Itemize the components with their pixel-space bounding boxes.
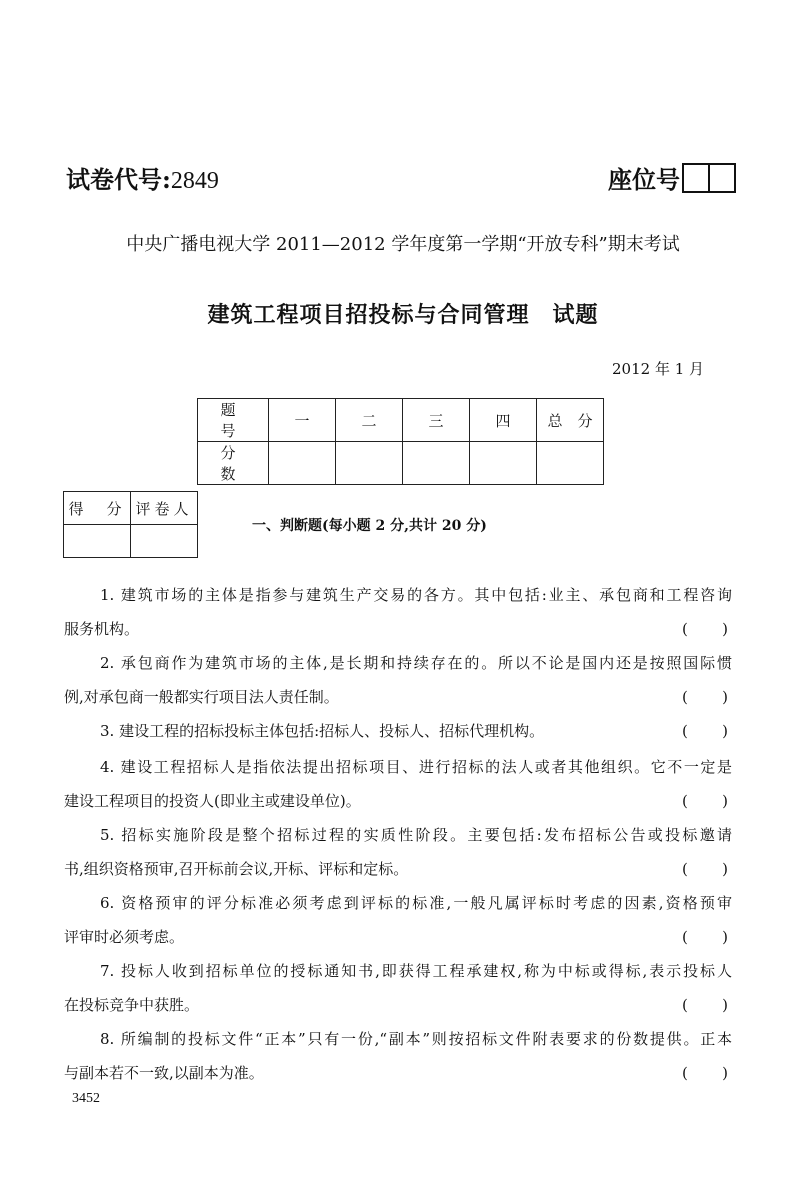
- section-title: 一、判断题(每小题 2 分,共计 20 分): [252, 518, 487, 534]
- exam-date: 2012 年 1 月: [612, 360, 705, 378]
- question-7: [64, 954, 732, 1022]
- score-table-col-2: 二: [336, 399, 403, 442]
- score-cell-1: [269, 442, 336, 485]
- question-text-line2: 与副本若不一致,以副本为准。: [64, 1064, 264, 1082]
- grader-table-blank-row: [64, 525, 198, 558]
- question-4: [64, 750, 732, 818]
- score-cell-total: [537, 442, 604, 485]
- question-text-line2: 例,对承包商一般都实行项目法人责任制。: [64, 688, 339, 706]
- question-2: [64, 646, 732, 714]
- question-text-line1: 6. 资格预审的评分标准必须考虑到评标的标准,一般凡属评标时考虑的因素,资格预审: [100, 894, 732, 912]
- question-text-line1: 4. 建设工程招标人是指依法提出招标项目、进行招标的法人或者其他组织。它不一定是: [100, 758, 732, 776]
- answer-blank[interactable]: ( ): [682, 928, 728, 946]
- score-table-col-4: 四: [470, 399, 537, 442]
- score-cell-3: [403, 442, 470, 485]
- score-table-header-label: 题 号: [198, 399, 269, 442]
- score-table-header-row: [198, 399, 604, 442]
- seat-number: [608, 160, 736, 195]
- grader-table-header-row: [64, 492, 198, 525]
- question-text-line2: 在投标竞争中获胜。: [64, 996, 200, 1014]
- grader-name-cell: [131, 525, 198, 558]
- question-1: [64, 578, 732, 646]
- question-text-line1: 5. 招标实施阶段是整个招标过程的实质性阶段。主要包括:发布招标公告或投标邀请: [100, 826, 732, 844]
- question-text-line2: 建设工程项目的投资人(即业主或建设单位)。: [64, 792, 361, 810]
- score-table-score-row: [198, 442, 604, 485]
- seat-label: 座位号: [608, 165, 680, 194]
- seat-number-boxes: [682, 163, 736, 193]
- score-table-row-label: 分 数: [198, 442, 269, 485]
- question-text-line1: 1. 建筑市场的主体是指参与建筑生产交易的各方。其中包括:业主、承包商和工程咨询: [100, 586, 732, 604]
- question-6: [64, 886, 732, 954]
- question-text-line2: 服务机构。: [64, 620, 140, 638]
- score-table-col-3: 三: [403, 399, 470, 442]
- question-text-line1: 8. 所编制的投标文件“正本”只有一份,“副本”则按招标文件附表要求的份数提供。正本: [100, 1030, 732, 1048]
- answer-blank[interactable]: ( ): [682, 860, 728, 878]
- question-3: [64, 714, 732, 748]
- grader-score-cell: [64, 525, 131, 558]
- score-table-col-total: 总 分: [537, 399, 604, 442]
- question-text-line1: 7. 投标人收到招标单位的授标通知书,即获得工程承建权,称为中标或得标,表示投标人: [100, 962, 732, 980]
- score-table-col-1: 一: [269, 399, 336, 442]
- question-text: 3. 建设工程的招标投标主体包括:招标人、投标人、招标代理机构。: [100, 722, 545, 740]
- answer-blank[interactable]: ( ): [682, 722, 728, 740]
- question-8: [64, 1022, 732, 1090]
- question-5: [64, 818, 732, 886]
- page-number: 3452: [72, 1091, 100, 1106]
- paper-code-label: 试卷代号:: [66, 165, 171, 194]
- score-table: [197, 398, 604, 485]
- subject-title: 建筑工程项目招投标与合同管理 试题: [207, 302, 599, 328]
- answer-blank[interactable]: ( ): [682, 792, 728, 810]
- question-text-line1: 2. 承包商作为建筑市场的主体,是长期和持续存在的。所以不论是国内还是按照国际惯: [100, 654, 732, 672]
- score-cell-4: [470, 442, 537, 485]
- answer-blank[interactable]: ( ): [682, 688, 728, 706]
- question-text-line2: 评审时必须考虑。: [64, 928, 185, 946]
- grader-score-label: 得 分: [64, 492, 131, 525]
- score-cell-2: [336, 442, 403, 485]
- grader-name-label: 评卷人: [131, 492, 198, 525]
- answer-blank[interactable]: ( ): [682, 996, 728, 1014]
- answer-blank[interactable]: ( ): [682, 620, 728, 638]
- paper-code-number: 2849: [170, 168, 219, 194]
- grader-table: [63, 491, 198, 558]
- answer-blank[interactable]: ( ): [682, 1064, 728, 1082]
- question-text-line2: 书,组织资格预审,召开标前会议,开标、评标和定标。: [64, 860, 409, 878]
- paper-code: [66, 160, 219, 195]
- exam-name: 中央广播电视大学 2011—2012 学年度第一学期“开放专科”期末考试: [126, 234, 680, 255]
